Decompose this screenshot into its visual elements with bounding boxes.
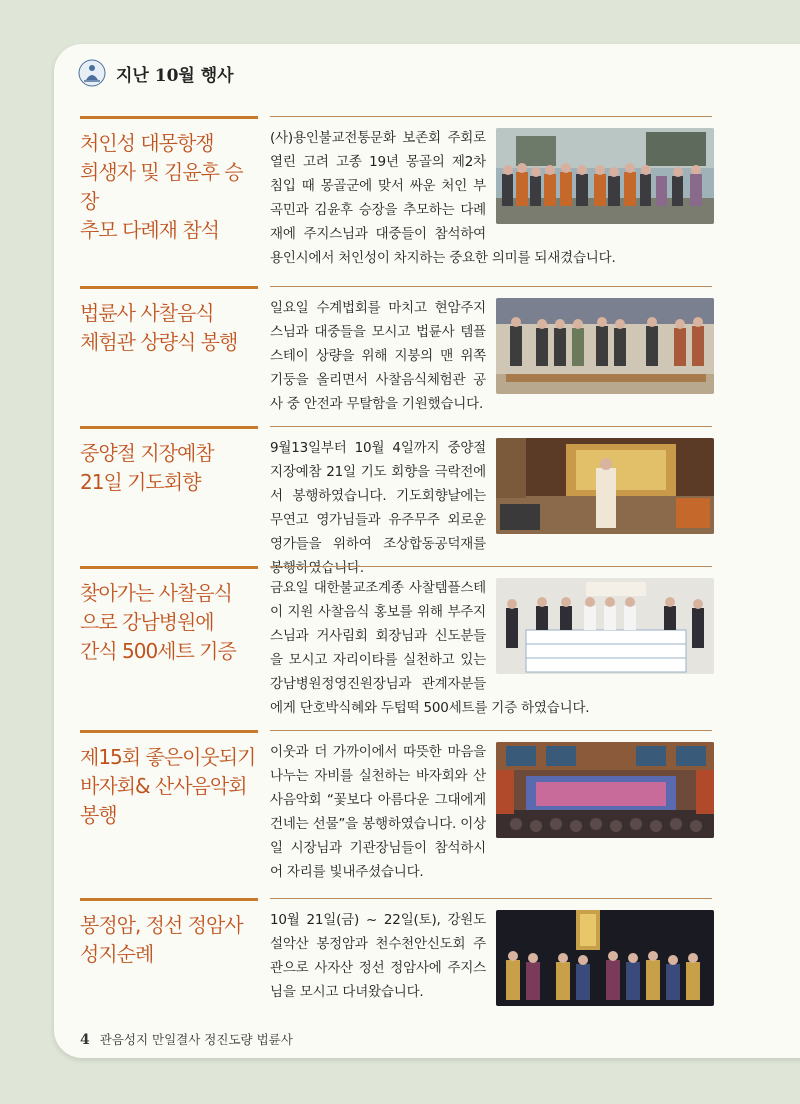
- page-header: [78, 56, 234, 90]
- section-divider: [270, 116, 712, 117]
- section-title: 찾아가는 사찰음식 으로 강남병원에 간식 500세트 기증: [80, 566, 258, 666]
- event-section-2: [80, 286, 712, 424]
- section-body: 일요일 수계법회를 마치고 현암주지스님과 대중들을 모시고 법륜사 템플스테이 상량을 위해 지붕의 맨 위쪽 기둥을 올리면서 사찰음식체험관 공사 중 안전과 무탈함을 기원했습니다.: [270, 296, 714, 416]
- event-photo: [496, 910, 714, 1006]
- section-divider: [270, 730, 712, 731]
- section-divider: [270, 286, 712, 287]
- event-section-4: [80, 566, 712, 726]
- event-photo: [496, 742, 714, 838]
- event-photo: [496, 578, 714, 674]
- event-section-6: [80, 898, 712, 1010]
- event-section-3: [80, 426, 712, 576]
- section-title: 법륜사 사찰음식 체험관 상량식 봉행: [80, 286, 258, 357]
- page-footer: [80, 1030, 293, 1048]
- section-divider: [270, 426, 712, 427]
- event-section-1: [80, 116, 712, 284]
- event-photo: [496, 298, 714, 394]
- section-title: 처인성 대몽항쟁 희생자 및 김윤후 승장 추모 다례재 참석: [80, 116, 258, 245]
- event-photo: [496, 128, 714, 224]
- section-body: (사)용인불교전통문화 보존회 주회로 열린 고려 고종 19년 몽골의 제2차 침입 때 몽골군에 맞서 싸운 처인 부곡민과 김윤후 승장을 추모하는 다례재에 주지스님과 대중들이 참석하여 용인시에서 처인성이 차지하는 중요한 의미를 되새겼습니다.: [270, 126, 714, 270]
- section-title: 봉정암, 정선 정암사 성지순례: [80, 898, 258, 969]
- event-photo: [496, 438, 714, 534]
- section-divider: [270, 566, 712, 567]
- event-section-5: [80, 730, 712, 898]
- page-title: 지난 10월 행사: [116, 65, 234, 86]
- section-body: 10월 21일(금) ~ 22일(토), 강원도 설악산 봉정암과 천수천안신도회 주관으로 사자산 정선 정암사에 주지스님을 모시고 다녀왔습니다.: [270, 908, 714, 1010]
- page-number: 4: [80, 1032, 90, 1048]
- section-divider: [270, 898, 712, 899]
- section-body: 9월13일부터 10월 4일까지 중양절 지장예참 21일 기도 회향을 극락전에서 봉행하였습니다. 기도회향날에는 무연고 영가님들과 유주무주 외로운 영가들을 위하여 조상합동공덕재를 봉행하였습니다.: [270, 436, 714, 580]
- section-body: 이웃과 더 가까이에서 따뜻한 마음을 나누는 자비를 실천하는 바자회와 산사음악회 “꽃보다 아름다운 그대에게 건네는 선물”을 봉행하였습니다. 이상일 시장님과 기관장님들이 참석하시어 자리를 빛내주셨습니다.: [270, 740, 714, 884]
- buddha-logo-icon: [78, 59, 106, 87]
- section-title: 중양절 지장예참 21일 기도회향: [80, 426, 258, 497]
- footer-text: 관음성지 만일결사 정진도량 법륜사: [99, 1032, 293, 1047]
- section-title: 제15회 좋은이웃되기 바자회& 산사음악회 봉행: [80, 730, 258, 830]
- section-body: 금요일 대한불교조계종 사찰템플스테이 지원 사찰음식 홍보를 위해 부주지스님과 거사림회 회장님과 신도분들을 모시고 자리이타를 실천하고 있는 강남병원정영진원장님과 관계자분들에게 단호박식혜와 두텁떡 500세트를 기증 하였습니다.: [270, 576, 714, 720]
